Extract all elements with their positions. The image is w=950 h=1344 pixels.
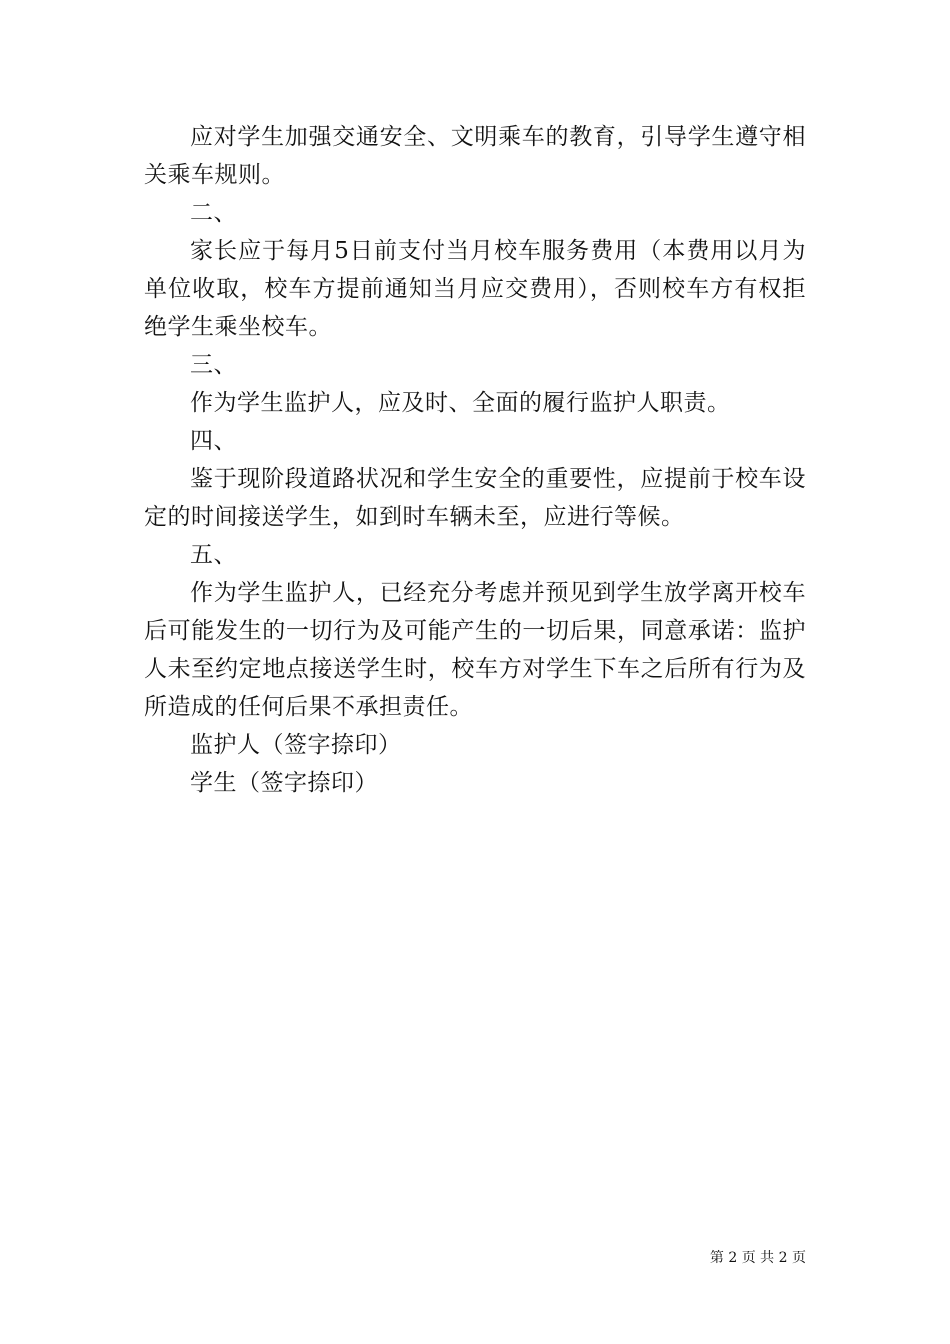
student-signature-line: 学生（签字捺印）	[190, 770, 378, 796]
document-body	[144, 118, 806, 802]
paragraph-liability: 作为学生监护人，已经充分考虑并预见到学生放学离开校车后可能发生的一切行为及可能产生的一切后果，同意承诺：监护人未至约定地点接送学生时，校车方对学生下车之后所有行为及所造成的任何后果不承担责任。	[144, 580, 806, 720]
section-heading-4: 四、	[190, 428, 237, 454]
paragraph-guardian-duty: 作为学生监护人，应及时、全面的履行监护人职责。	[190, 390, 731, 416]
page-number: 第 2 页 共 2 页	[709, 1250, 806, 1266]
paragraph-safety-education: 应对学生加强交通安全、文明乘车的教育，引导学生遵守相关乘车规则。	[144, 124, 806, 188]
guardian-signature-line: 监护人（签字捺印）	[190, 732, 402, 758]
paragraph-payment: 家长应于每月5日前支付当月校车服务费用（本费用以月为单位收取，校车方提前通知当月应交费用），否则校车方有权拒绝学生乘坐校车。	[144, 238, 806, 340]
paragraph-pickup-timing: 鉴于现阶段道路状况和学生安全的重要性，应提前于校车设定的时间接送学生，如到时车辆未至，应进行等候。	[144, 466, 806, 530]
section-heading-5: 五、	[190, 542, 237, 568]
section-heading-2: 二、	[190, 200, 237, 226]
section-heading-3: 三、	[190, 352, 237, 378]
